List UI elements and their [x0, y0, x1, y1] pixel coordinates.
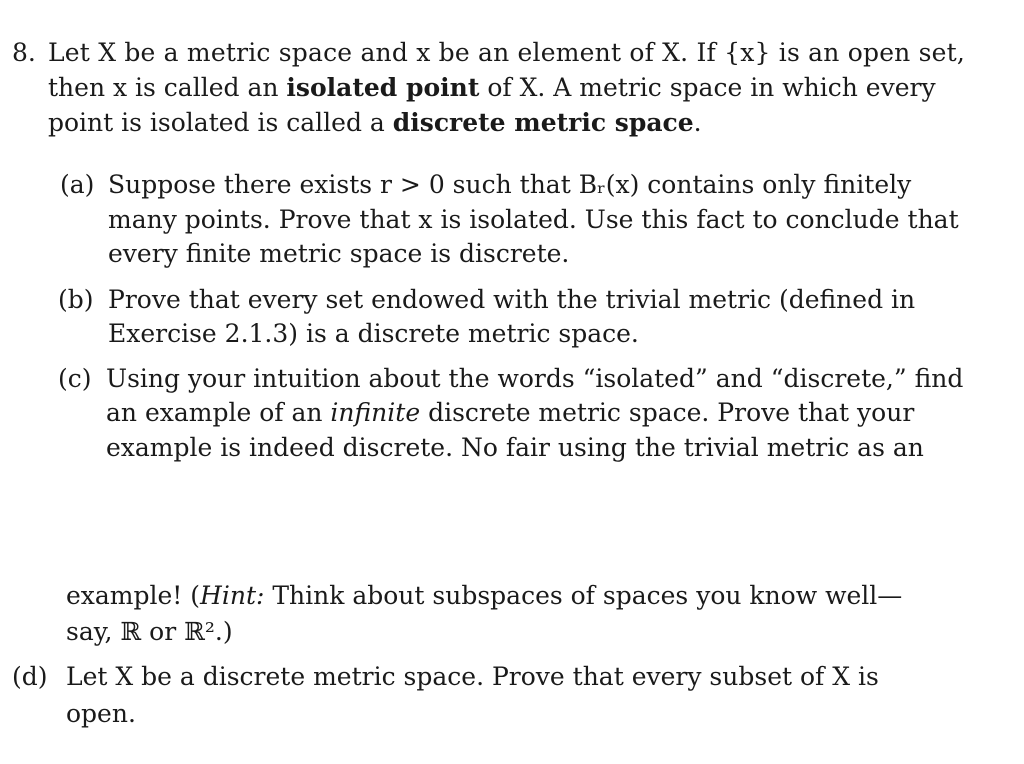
- emphasis-infinite: infinite: [330, 398, 421, 427]
- part-b-line-1: Prove that every set endowed with the trivial metric (defined in: [108, 285, 916, 314]
- intro-line-3: point is isolated is called a discrete metric space.: [48, 108, 702, 137]
- part-a-line-1: Suppose there exists r > 0 such that Bᵣ(x) contains only finitely: [108, 170, 912, 199]
- hint-label: Hint:: [200, 581, 265, 610]
- part-d-line-1: Let X be a discrete metric space. Prove that every subset of X is: [66, 662, 879, 691]
- part-c-continuation-2: say, ℝ or ℝ².): [66, 617, 233, 646]
- problem-number: 8.: [12, 38, 36, 67]
- part-a-label: (a): [60, 170, 95, 199]
- part-c-label: (c): [58, 364, 92, 393]
- part-c-line-1: Using your intuition about the words “isolated” and “discrete,” find: [106, 364, 964, 393]
- part-c-line-2: an example of an infinite discrete metric space. Prove that your: [106, 398, 915, 427]
- intro-line-1: Let X be a metric space and x be an element of X. If {x} is an open set,: [48, 38, 966, 67]
- intro-line-2: then x is called an isolated point of X. A metric space in which every: [48, 73, 936, 102]
- term-discrete-metric-space: discrete metric space: [392, 108, 694, 137]
- part-d-line-2: open.: [66, 699, 136, 728]
- part-d-label: (d): [12, 662, 48, 691]
- part-c-continuation-1: example! (Hint: Think about subspaces of spaces you know well—: [66, 581, 903, 610]
- part-a-line-2: many points. Prove that x is isolated. Use this fact to conclude that: [108, 205, 959, 234]
- part-c-line-3: example is indeed discrete. No fair using the trivial metric as an: [106, 433, 924, 462]
- part-a-line-3: every finite metric space is discrete.: [108, 239, 570, 268]
- term-isolated-point: isolated point: [286, 73, 480, 102]
- part-b-line-2: Exercise 2.1.3) is a discrete metric space.: [108, 319, 639, 348]
- part-b-label: (b): [58, 285, 94, 314]
